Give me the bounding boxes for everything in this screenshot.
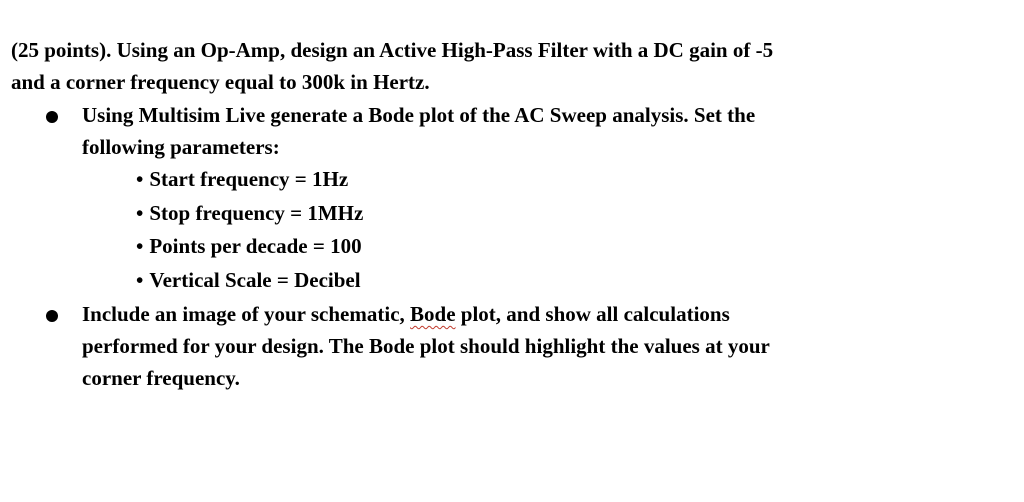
bullet-item-multisim xyxy=(82,99,982,163)
parameter-stop-frequency: • Stop frequency = 1MHz xyxy=(136,200,364,225)
bullet-1-line-2: following parameters: xyxy=(82,135,280,159)
bullet-2-line-3: corner frequency. xyxy=(82,366,240,390)
bullet-icon xyxy=(46,310,58,322)
question-line-1: (25 points). Using an Op-Amp, design an Active High-Pass Filter with a DC gain of -5 xyxy=(11,38,774,62)
bullet-1-line-1: Using Multisim Live generate a Bode plot of the AC Sweep analysis. Set the xyxy=(82,103,756,127)
parameter-vertical-scale: • Vertical Scale = Decibel xyxy=(136,267,361,292)
bullet-icon xyxy=(46,111,58,123)
parameter-points-per-decade: • Points per decade = 100 xyxy=(136,234,362,258)
bullet-item-include-image xyxy=(82,298,982,394)
spellcheck-flagged-word[interactable]: Bode xyxy=(410,302,456,326)
question-line-2: and a corner frequency equal to 300k in Hertz. xyxy=(11,70,430,94)
sub-bullet-icon: • xyxy=(136,200,144,225)
bullet-2-line-1: Include an image of your schematic, Bode plot, and show all calculations xyxy=(82,302,730,326)
question-intro xyxy=(11,34,1011,98)
sub-bullet-icon: • xyxy=(136,267,144,292)
sub-bullet-icon: • xyxy=(136,167,144,191)
sub-bullet-icon: • xyxy=(136,234,144,258)
parameter-list xyxy=(136,163,363,297)
bullet-2-line-2: performed for your design. The Bode plot should highlight the values at your xyxy=(82,334,770,358)
parameter-start-frequency: • Start frequency = 1Hz xyxy=(136,167,349,191)
